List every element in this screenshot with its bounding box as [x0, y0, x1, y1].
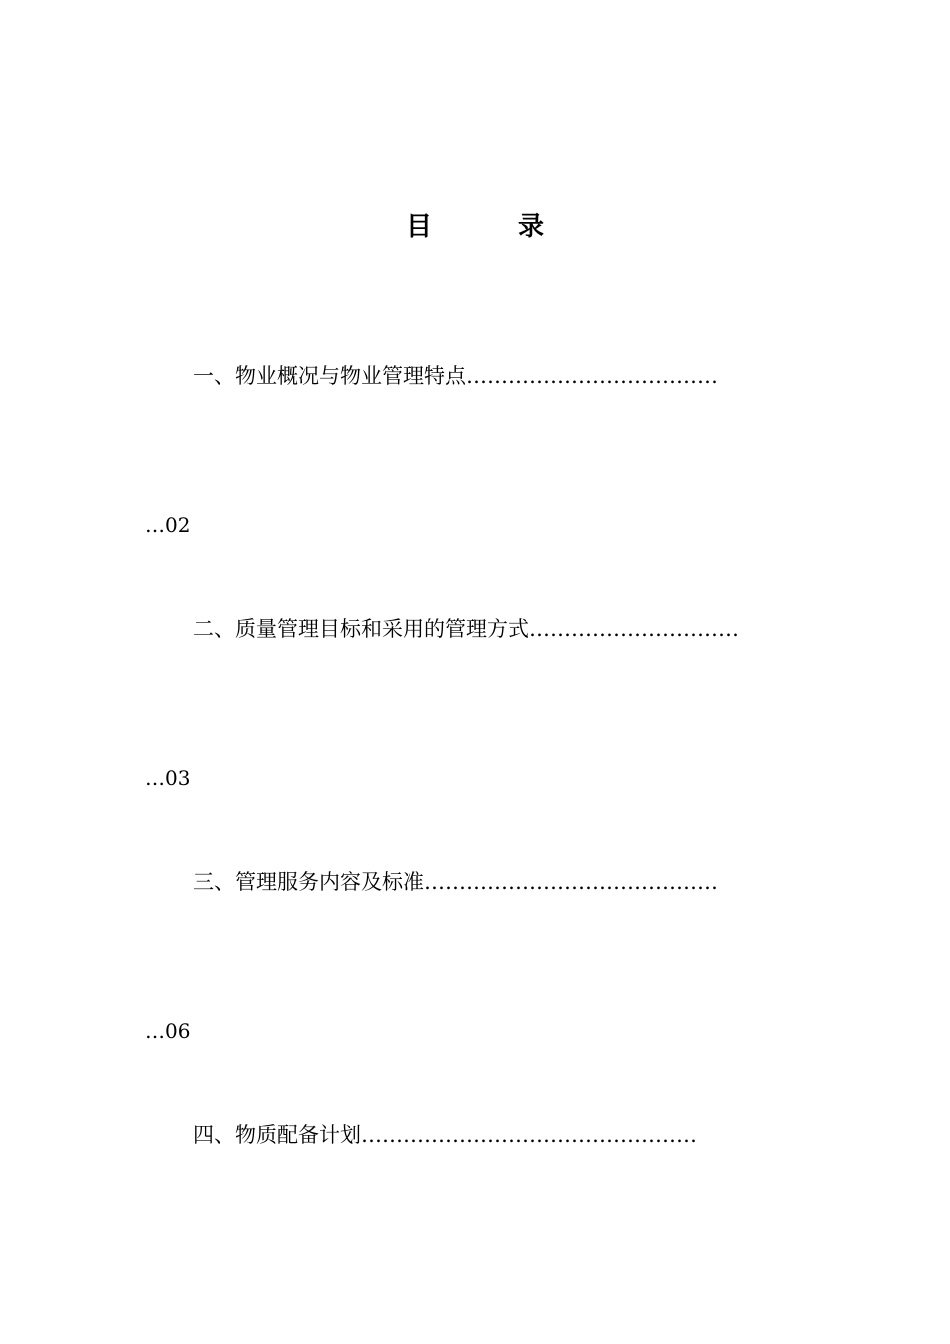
toc-entry-label: 二、质量管理目标和采用的管理方式: [193, 617, 529, 641]
toc-page-number-2: …03: [145, 766, 191, 790]
toc-entry-2: [193, 614, 805, 644]
toc-entry-1: [193, 361, 805, 391]
toc-dot-leader: ……………………………………: [424, 870, 718, 894]
toc-dot-leader: …………………………: [529, 617, 739, 641]
toc-entry-label: 一、物业概况与物业管理特点: [193, 364, 466, 388]
title-char-2: 录: [518, 212, 545, 242]
toc-entry-label: 三、管理服务内容及标准: [193, 870, 424, 894]
toc-dot-leader: …………………………………………: [361, 1123, 697, 1147]
toc-entry-4: [193, 1120, 805, 1150]
toc-entry-label: 四、物质配备计划: [193, 1123, 361, 1147]
toc-entry-3: [193, 867, 805, 897]
toc-page-number-1: …02: [145, 513, 191, 537]
toc-dot-leader: ………………………………: [466, 364, 718, 388]
page-title: [0, 206, 950, 243]
title-char-1: 目: [405, 212, 432, 242]
toc-page-number-3: …06: [145, 1019, 191, 1043]
